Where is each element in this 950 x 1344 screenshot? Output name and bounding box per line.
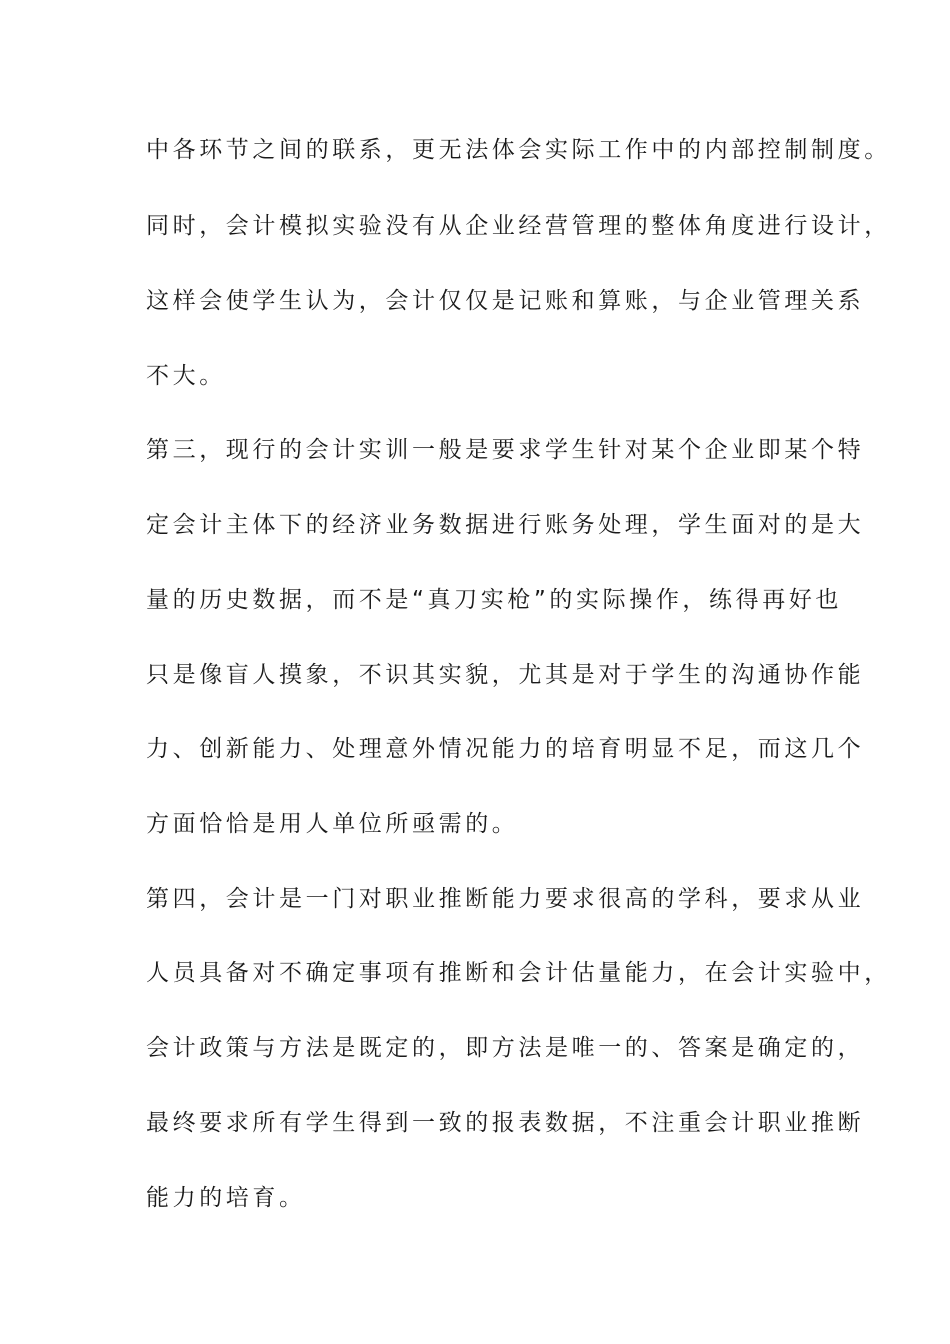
text-line: 量的历史数据，而不是“真刀实枪”的实际操作，练得再好也: [146, 587, 843, 613]
text-line: 人员具备对不确定事项有推断和会计估量能力，在会计实验中，: [146, 960, 891, 986]
text-line: 不大。: [146, 363, 226, 389]
text-line: 第四，会计是一门对职业推断能力要求很高的学科，要求从业: [146, 886, 865, 912]
text-line: 方面恰恰是用人单位所亟需的。: [146, 811, 519, 837]
text-line: 中各环节之间的联系，更无法体会实际工作中的内部控制制度。: [146, 137, 891, 163]
text-line: 能力的培育。: [146, 1185, 306, 1211]
text-line: 第三，现行的会计实训一般是要求学生针对某个企业即某个特: [146, 437, 865, 463]
text-line: 最终要求所有学生得到一致的报表数据，不注重会计职业推断: [146, 1110, 865, 1136]
text-line: 会计政策与方法是既定的，即方法是唯一的、答案是确定的，: [146, 1035, 865, 1061]
text-line: 只是像盲人摸象，不识其实貌，尤其是对于学生的沟通协作能: [146, 662, 865, 688]
text-line: 定会计主体下的经济业务数据进行账务处理，学生面对的是大: [146, 512, 865, 538]
text-line: 力、创新能力、处理意外情况能力的培育明显不足，而这几个: [146, 736, 865, 762]
text-line: 这样会使学生认为，会计仅仅是记账和算账，与企业管理关系: [146, 288, 865, 314]
text-line: 同时，会计模拟实验没有从企业经营管理的整体角度进行设计，: [146, 213, 891, 239]
